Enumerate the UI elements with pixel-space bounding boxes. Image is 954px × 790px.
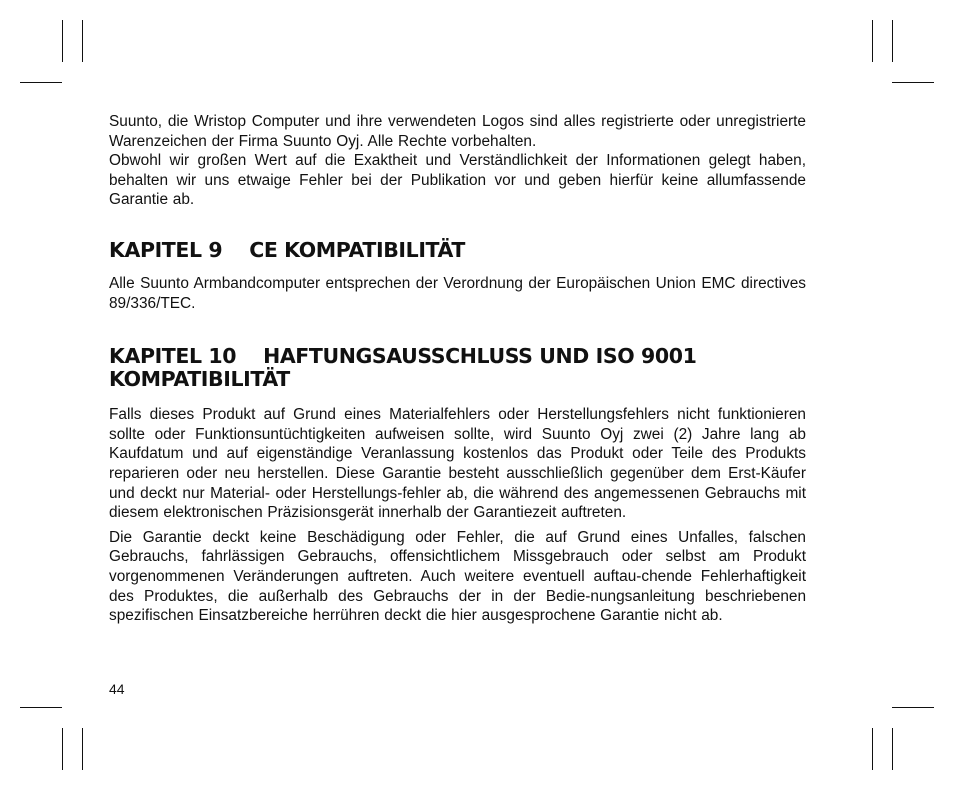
page-content: [109, 112, 806, 626]
chapter-10-paragraph-exclusions: Die Garantie deckt keine Beschädigung oder Fehler, die auf Grund eines Unfalles, falschen Gebrauchs, fahrlässigen Gebrauchs, offensichtlichem Missgebrauch oder selbst am Produkt vorgenommenen Veränderungen auftreten. Auch weitere eventuell auftau-chende Fehlerhaftigkeit des Produktes, die außerhalb des Gebrauchs der in der Bedie-nungsanleitung beschriebenen spezifischen Einsatzbereiche herrühren deckt die hier ausgesprochene Garantie nicht ab.: [109, 528, 806, 625]
crop-mark-bottom-left-horizontal: [20, 707, 62, 708]
crop-mark-top-right-horizontal: [892, 82, 934, 83]
crop-mark-top-right-inner: [872, 20, 873, 62]
crop-mark-top-left-horizontal: [20, 82, 62, 83]
crop-mark-bottom-right-horizontal: [892, 707, 934, 708]
chapter-9-heading: KAPITEL 9 CE KOMPATIBILITÄT: [109, 237, 465, 262]
chapter-10-heading: KAPITEL 10 HAFTUNGSAUSSCHLUSS UND ISO 9001 KOMPATIBILITÄT: [109, 344, 704, 392]
crop-mark-bottom-right-inner: [872, 728, 873, 770]
crop-mark-top-left-inner: [82, 20, 83, 62]
page-number: 44: [109, 681, 125, 697]
crop-mark-bottom-right-outer: [892, 728, 893, 770]
intro-paragraph-trademarks: Suunto, die Wristop Computer und ihre verwendeten Logos sind alles registrierte oder unregistrierte Warenzeichen der Firma Suunto Oyj. Alle Rechte vorbehalten.: [109, 113, 806, 150]
crop-mark-top-right-outer: [892, 20, 893, 62]
crop-mark-top-left-outer: [62, 20, 63, 62]
intro-paragraph-disclaimer: Obwohl wir großen Wert auf die Exaktheit und Verständlichkeit der Informationen gelegt haben, behalten wir uns etwaige Fehler bei der Publikation vor und geben hierfür keine allumfassende Garantie ab.: [109, 152, 806, 209]
crop-mark-bottom-left-inner: [82, 728, 83, 770]
crop-mark-bottom-left-outer: [62, 728, 63, 770]
chapter-10-paragraph-warranty: Falls dieses Produkt auf Grund eines Materialfehlers oder Herstellungsfehlers nicht funktionieren sollte oder Funktionsuntüchtigkeiten aufweisen sollte, wird Suunto Oyj zwei (2) Jahre lang ab Kaufdatum und auf eigenständige Veranlassung kostenlos das Produkt oder Teile des Produkts reparieren oder neu herstellen. Diese Garantie besteht ausschließlich gegenüber dem Erst-Käufer und deckt nur Material- oder Herstellungs-fehler ab, die während des angemessenen Gebrauchs mit diesem elektronischen Präzisionsgerät innerhalb der Garantiezeit auftreten.: [109, 406, 806, 522]
chapter-9-paragraph: Alle Suunto Armbandcomputer entsprechen der Verordnung der Europäischen Union EMC directives 89/336/TEC.: [109, 274, 806, 312]
